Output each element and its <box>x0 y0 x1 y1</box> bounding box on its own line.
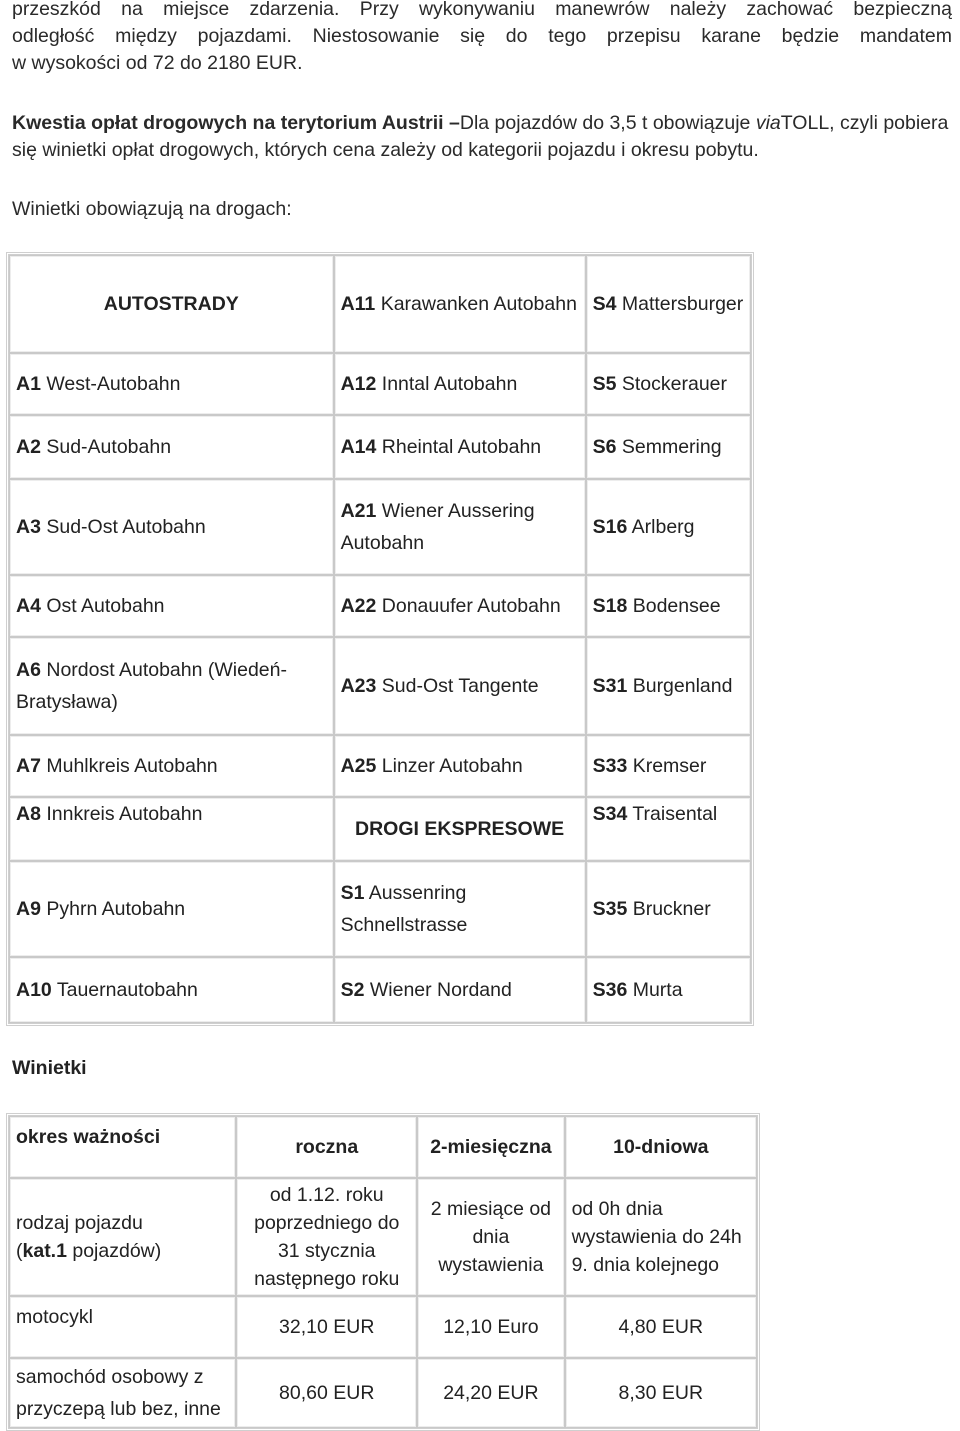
road-name: Linzer Autobahn <box>376 755 523 777</box>
road-row <box>9 797 751 861</box>
road-row <box>9 479 751 575</box>
road-code: A9 <box>16 898 41 920</box>
price-yearly: 80,60 EUR <box>236 1358 417 1428</box>
road-name: Burgenland <box>627 675 733 697</box>
vignettes-heading: Winietki <box>12 1057 87 1079</box>
road-code: A4 <box>16 595 41 617</box>
road-name: Muhlkreis Autobahn <box>40 755 218 777</box>
road-cell <box>9 575 334 637</box>
road-cell <box>586 957 751 1023</box>
road-code: S5 <box>592 373 617 395</box>
road-code: A10 <box>16 979 52 1001</box>
tolls-paragraph <box>12 110 952 164</box>
category-label: AUTOSTRADY <box>103 293 239 315</box>
road-code: S16 <box>592 516 628 538</box>
road-name: Inntal Autobahn <box>376 373 518 395</box>
road-cell <box>9 957 334 1023</box>
desc-yearly: od 1.12. roku poprzedniego do 31 stycznia następnego roku <box>236 1178 417 1296</box>
road-code: S4 <box>592 293 617 315</box>
road-cell <box>334 957 586 1023</box>
road-name: Nordost Autobahn (Wiedeń-Bratysława) <box>16 659 287 713</box>
tolls-text-a: Dla pojazdów do 3,5 t obowiązuje <box>459 112 756 134</box>
road-cell <box>9 637 334 735</box>
road-row <box>9 637 751 735</box>
road-row <box>9 353 751 415</box>
road-code: A25 <box>340 755 377 777</box>
road-name: Sud-Ost Tangente <box>376 675 539 697</box>
road-cell <box>334 637 586 735</box>
road-cell <box>334 255 586 353</box>
road-cell <box>9 735 334 797</box>
road-name: Rheintal Autobahn <box>376 436 542 458</box>
road-cell <box>334 735 586 797</box>
vehicle-name: samochód osobowy z przyczepą lub bez, inne <box>9 1358 236 1428</box>
road-cell <box>334 575 586 637</box>
road-name: Wiener Nordand <box>364 979 512 1001</box>
roads-table <box>6 252 754 1026</box>
intro-line-3: w wysokości od 72 do 2180 EUR. <box>12 52 303 74</box>
roads-intro: Winietki obowiązują na drogach: <box>12 198 292 220</box>
price-two-month: 24,20 EUR <box>417 1358 564 1428</box>
intro-line-2: odległość między pojazdami. Niestosowanie się do tego przepisu karane będzie mandatem <box>12 25 952 47</box>
road-row <box>9 255 751 353</box>
road-name: Semmering <box>616 436 722 458</box>
road-code: A21 <box>340 500 377 522</box>
road-code: A8 <box>16 803 41 825</box>
road-name: Sud-Autobahn <box>40 436 172 458</box>
road-code: A23 <box>340 675 377 697</box>
price-yearly: 32,10 EUR <box>236 1296 417 1358</box>
road-code: S35 <box>592 898 628 920</box>
vehicle-name: motocykl <box>9 1296 236 1358</box>
road-category-header <box>9 255 334 353</box>
road-cell <box>334 861 586 957</box>
vehicle-type-line-2: (kat.1 pojazdów) <box>16 1240 162 1262</box>
road-code: S33 <box>592 755 628 777</box>
vignettes-table <box>6 1113 760 1431</box>
intro-paragraph <box>12 0 952 77</box>
road-code: S1 <box>340 882 365 904</box>
road-cell <box>586 575 751 637</box>
category-label: DROGI EKSPRESOWE <box>355 818 565 840</box>
road-code: A11 <box>340 293 376 315</box>
road-cell <box>586 479 751 575</box>
price-ten-day: 8,30 EUR <box>565 1358 757 1428</box>
road-cell <box>586 735 751 797</box>
road-name: Innkreis Autobahn <box>40 803 203 825</box>
intro-line-1: przeszkód na miejsce zdarzenia. Przy wykonywaniu manewrów należy zachować bezpieczną <box>12 0 952 20</box>
road-code: A2 <box>16 436 41 458</box>
road-name: West-Autobahn <box>40 373 181 395</box>
road-cell <box>586 415 751 479</box>
road-cell <box>586 353 751 415</box>
road-name: Wiener Aussering Autobahn <box>340 500 535 554</box>
road-code: A12 <box>340 373 377 395</box>
road-cell <box>586 255 751 353</box>
road-name: Bruckner <box>627 898 711 920</box>
tolls-text-b: , czyli pobiera się winietki opłat drogowych, których cena zależy od kategorii pojazdu i okresu pobytu. <box>12 112 949 161</box>
desc-two-month: 2 miesiące od dnia wystawienia <box>417 1178 564 1296</box>
col-yearly: roczna <box>236 1116 417 1178</box>
road-code: A14 <box>340 436 377 458</box>
road-name: Karawanken Autobahn <box>375 293 577 315</box>
road-name: Kremser <box>627 755 707 777</box>
road-name: Ost Autobahn <box>40 595 165 617</box>
road-name: Aussenring Schnellstrasse <box>340 882 468 936</box>
road-cell <box>586 797 751 861</box>
road-name: Bodensee <box>627 595 721 617</box>
road-row <box>9 415 751 479</box>
road-code: S36 <box>592 979 628 1001</box>
road-code: S2 <box>340 979 365 1001</box>
road-name: Tauernautobahn <box>51 979 198 1001</box>
road-cell <box>586 861 751 957</box>
road-code: A3 <box>16 516 41 538</box>
road-name: Stockerauer <box>616 373 728 395</box>
tolls-lead: Kwestia opłat drogowych na terytorium Austrii <box>12 112 450 134</box>
tolls-toll: TOLL <box>780 112 830 134</box>
road-cell <box>9 797 334 861</box>
road-cell <box>9 353 334 415</box>
road-code: A6 <box>16 659 41 681</box>
road-cell <box>334 479 586 575</box>
road-code: S34 <box>592 803 628 825</box>
road-row <box>9 861 751 957</box>
road-code: S6 <box>592 436 617 458</box>
road-code: A7 <box>16 755 41 777</box>
desc-ten-day: od 0h dnia wystawienia do 24h 9. dnia kolejnego <box>565 1178 757 1296</box>
road-name: Mattersburger <box>616 293 744 315</box>
road-name: Traisental <box>627 803 718 825</box>
col-two-month: 2-miesięczna <box>417 1116 564 1178</box>
road-code: A22 <box>340 595 377 617</box>
tolls-dash: – <box>449 112 460 134</box>
vehicle-type-label <box>9 1178 236 1296</box>
road-cell <box>9 861 334 957</box>
road-cell <box>334 415 586 479</box>
vehicle-type-line-1: rodzaj pojazdu <box>16 1212 143 1234</box>
road-cell <box>9 479 334 575</box>
road-row <box>9 957 751 1023</box>
road-code: S31 <box>592 675 628 697</box>
road-code: S18 <box>592 595 628 617</box>
road-name: Murta <box>627 979 683 1001</box>
road-cell <box>9 415 334 479</box>
price-two-month: 12,10 Euro <box>417 1296 564 1358</box>
road-row <box>9 735 751 797</box>
road-name: Arlberg <box>627 516 695 538</box>
col-ten-day: 10-dniowa <box>565 1116 757 1178</box>
tolls-via: via <box>755 112 781 134</box>
validity-label: okres ważności <box>9 1116 236 1178</box>
road-code: A1 <box>16 373 41 395</box>
price-ten-day: 4,80 EUR <box>565 1296 757 1358</box>
road-name: Pyhrn Autobahn <box>40 898 186 920</box>
road-row <box>9 575 751 637</box>
road-name: Sud-Ost Autobahn <box>40 516 206 538</box>
road-category-header <box>334 797 586 861</box>
road-name: Donauufer Autobahn <box>376 595 561 617</box>
road-cell <box>334 353 586 415</box>
road-cell <box>586 637 751 735</box>
